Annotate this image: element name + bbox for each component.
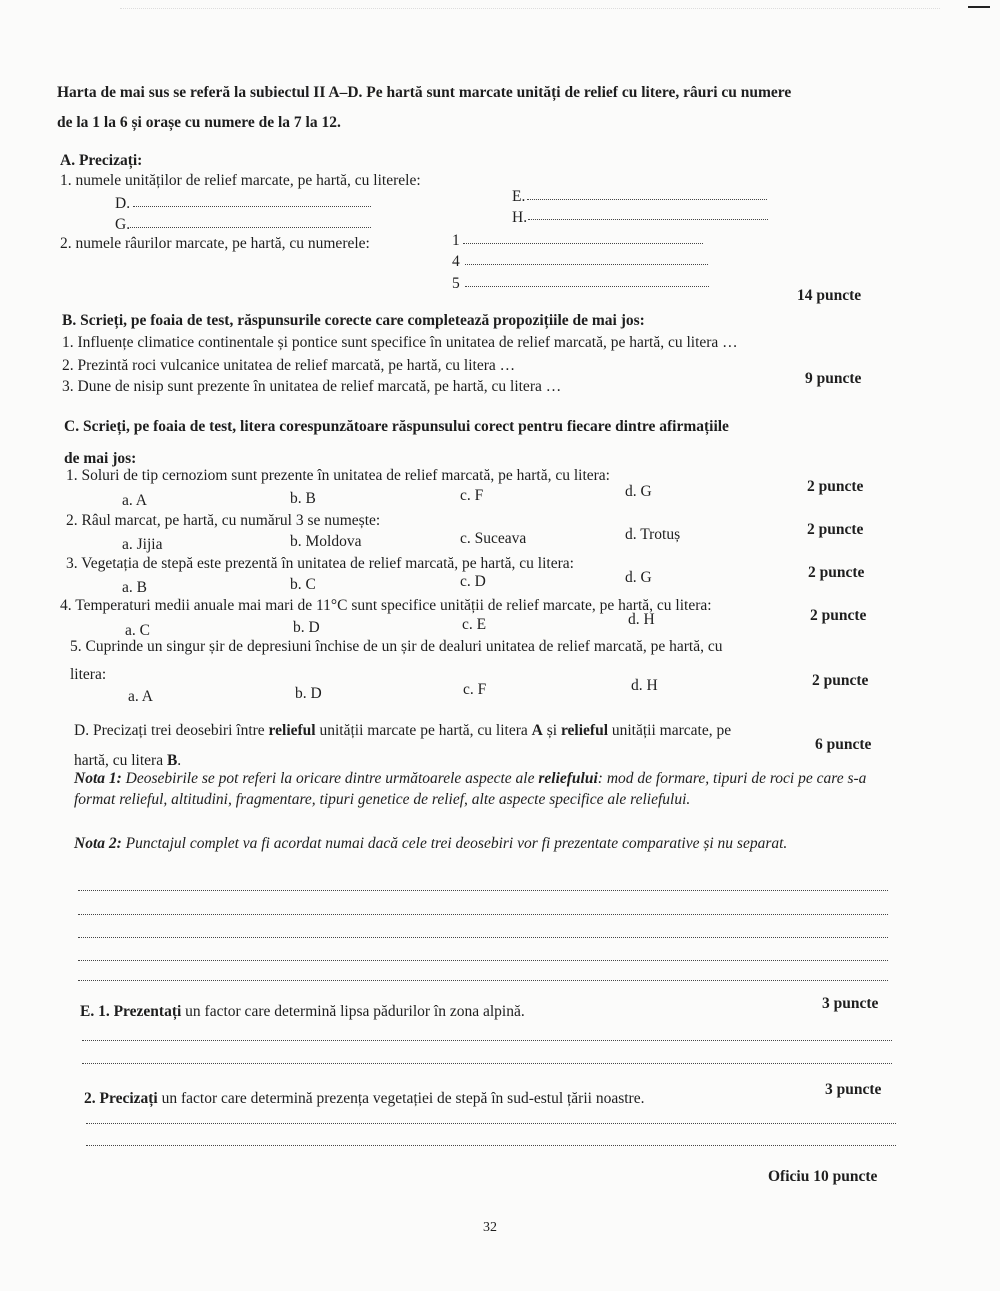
answer-line-d[interactable] — [133, 206, 371, 207]
question-2-option-a[interactable]: a. Jijia — [122, 536, 163, 553]
answer-line-river-5[interactable] — [465, 286, 709, 287]
section-b-points: 9 puncte — [805, 370, 862, 387]
question-1-text: 1. Soluri de tip cernoziom sunt prezente în unitatea de relief marcată, pe hartă, cu litera: — [66, 467, 610, 484]
question-1-option-b[interactable]: b. B — [290, 490, 316, 507]
question-2-option-b[interactable]: b. Moldova — [290, 533, 362, 550]
section-d-text-6: . — [177, 752, 182, 769]
section-a-item-1: 1. numele unităților de relief marcate, pe hartă, cu literele: — [60, 172, 421, 189]
section-d-text-2: unității marcate pe hartă, cu litera — [315, 722, 532, 739]
nota-1-text-b: : mod de formare, tipuri de roci pe care s-a format relieful, altitudini, fragmentare, tipuri genetice de relief, alte aspecte specifice ale reliefului. — [74, 770, 867, 808]
question-4-text: 4. Temperaturi medii anuale mai mari de 11°C sunt specifice unității de relief marcate, pe hartă, cu litera: — [60, 597, 712, 614]
section-d-nota-1 — [74, 768, 889, 810]
label-river-1: 1 — [452, 232, 460, 249]
section-c-heading-line-2: de mai jos: — [64, 450, 137, 467]
question-3-option-b[interactable]: b. C — [290, 576, 316, 593]
question-2-option-c[interactable]: c. Suceava — [460, 530, 527, 547]
section-c-heading-line-1: C. Scrieți, pe foaia de test, litera corespunzătoare răspunsului corect pentru fiecare dintre afirmațiile — [64, 418, 729, 435]
section-e-question-2 — [84, 1090, 644, 1108]
section-d-nota-2 — [74, 833, 889, 854]
question-4-option-c[interactable]: c. E — [462, 616, 487, 633]
question-5-points: 2 puncte — [812, 672, 869, 689]
nota-1-label: Nota 1: — [74, 770, 122, 787]
answer-line-g[interactable] — [130, 227, 371, 228]
section-d-text-4: unității marcate, pe — [608, 722, 732, 739]
section-b-item-2: 2. Prezintă roci vulcanice unitatea de relief marcată, pe hartă, cu litera … — [62, 357, 516, 374]
scan-corner-mark — [968, 6, 990, 8]
question-1-option-a[interactable]: a. A — [122, 492, 147, 509]
question-3-points: 2 puncte — [808, 564, 865, 581]
label-relief-g: G. — [115, 216, 131, 233]
section-a-item-2: 2. numele râurilor marcate, pe hartă, cu numerele: — [60, 235, 370, 252]
label-relief-e: E. — [512, 188, 526, 205]
question-3-option-d[interactable]: d. G — [625, 569, 652, 586]
question-2-text: 2. Râul marcat, pe hartă, cu numărul 3 se numește: — [66, 512, 381, 529]
section-d-answer-line-3[interactable] — [78, 937, 888, 938]
intro-line-2: de la 1 la 6 și orașe cu numere de la 7 la 12. — [57, 114, 341, 131]
answer-line-river-1[interactable] — [463, 243, 703, 244]
section-d-text-3: și — [542, 722, 561, 739]
section-d-answer-line-2[interactable] — [78, 914, 888, 915]
section-d-bold-relieful-1: relieful — [268, 722, 316, 739]
section-e-q2-text: un factor care determină prezența vegetației de stepă în sud-estul țării noastre. — [157, 1090, 645, 1107]
section-d-text-5: hartă, cu litera — [74, 752, 167, 769]
section-e-q1-bold: E. 1. Prezentați — [80, 1003, 182, 1020]
answer-line-h[interactable] — [528, 219, 768, 220]
nota-2-label: Nota 2: — [74, 835, 122, 852]
section-d-points: 6 puncte — [815, 736, 872, 753]
question-3-option-c[interactable]: c. D — [460, 573, 486, 590]
question-2-points: 2 puncte — [807, 521, 864, 538]
question-5-option-c[interactable]: c. F — [463, 681, 487, 698]
question-5-option-d[interactable]: d. H — [631, 677, 658, 694]
label-relief-h: H. — [512, 209, 528, 226]
nota-1-bold: reliefului — [538, 770, 598, 787]
question-2-option-d[interactable]: d. Trotuș — [625, 526, 681, 543]
section-e-q2-bold: 2. Precizați — [84, 1090, 158, 1107]
intro-line-1: Harta de mai sus se referă la subiectul II A–D. Pe hartă sunt marcate unități de relief cu litere, râuri cu numere — [57, 84, 792, 101]
nota-2-text: Punctajul complet va fi acordat numai dacă cele trei deosebiri vor fi prezentate comparative și nu separat. — [121, 835, 788, 852]
question-4-points: 2 puncte — [810, 607, 867, 624]
question-5-option-b[interactable]: b. D — [295, 685, 322, 702]
oficiu-points: Oficiu 10 puncte — [768, 1168, 878, 1185]
section-d-letter-b: B — [166, 752, 178, 769]
section-a-heading: A. Precizați: — [60, 152, 143, 169]
section-a-points: 14 puncte — [797, 287, 862, 304]
question-5-option-a[interactable]: a. A — [128, 688, 153, 705]
section-b-heading: B. Scrieți, pe foaia de test, răspunsurile corecte care completează propozițiile de mai jos: — [62, 312, 645, 329]
label-relief-d: D. — [115, 195, 131, 212]
section-e-question-1 — [80, 1003, 525, 1021]
question-5-text-line-2: litera: — [70, 666, 107, 683]
nota-1-text-a: Deosebirile se pot referi la oricare dintre următoarele aspecte ale — [121, 770, 539, 787]
section-b-item-1: 1. Influențe climatice continentale și pontice sunt specifice în unitatea de relief marcată, pe hartă, cu litera … — [62, 334, 738, 351]
answer-line-e[interactable] — [527, 199, 767, 200]
scan-edge-line — [120, 8, 940, 9]
label-river-4: 4 — [452, 253, 460, 270]
section-d-answer-line-4[interactable] — [78, 960, 888, 961]
section-e-q2-answer-line-2[interactable] — [86, 1145, 896, 1146]
section-d-answer-line-5[interactable] — [78, 980, 888, 981]
page-number: 32 — [483, 1220, 497, 1235]
section-d-bold-relieful-2: relieful — [560, 722, 608, 739]
section-e-q1-points: 3 puncte — [822, 995, 879, 1012]
label-river-5: 5 — [452, 275, 460, 292]
section-e-q1-text: un factor care determină lipsa pădurilor în zona alpină. — [181, 1003, 525, 1020]
section-e-q1-answer-line-1[interactable] — [82, 1040, 892, 1041]
question-1-option-c[interactable]: c. F — [460, 487, 484, 504]
answer-line-river-4[interactable] — [465, 264, 708, 265]
section-d-answer-line-1[interactable] — [78, 890, 888, 891]
question-4-option-d[interactable]: d. H — [628, 611, 655, 628]
question-5-text-line-1: 5. Cuprinde un singur șir de depresiuni închise de un șir de dealuri unitatea de relief marcată, pe hartă, cu — [70, 638, 723, 655]
section-e-q1-answer-line-2[interactable] — [82, 1063, 892, 1064]
question-4-option-a[interactable]: a. C — [125, 622, 150, 639]
question-4-option-b[interactable]: b. D — [293, 619, 320, 636]
section-e-q2-points: 3 puncte — [825, 1081, 882, 1098]
section-d-line-1 — [74, 722, 731, 740]
question-1-points: 2 puncte — [807, 478, 864, 495]
question-3-option-a[interactable]: a. B — [122, 579, 147, 596]
question-1-option-d[interactable]: d. G — [625, 483, 652, 500]
section-d-text-1: D. Precizați trei deosebiri între — [74, 722, 269, 739]
section-e-q2-answer-line-1[interactable] — [86, 1123, 896, 1124]
section-b-item-3: 3. Dune de nisip sunt prezente în unitatea de relief marcată, pe hartă, cu litera … — [62, 378, 562, 395]
question-3-text: 3. Vegetația de stepă este prezentă în unitatea de relief marcată, pe hartă, cu litera: — [66, 555, 574, 572]
section-d-letter-a: A — [531, 722, 543, 739]
